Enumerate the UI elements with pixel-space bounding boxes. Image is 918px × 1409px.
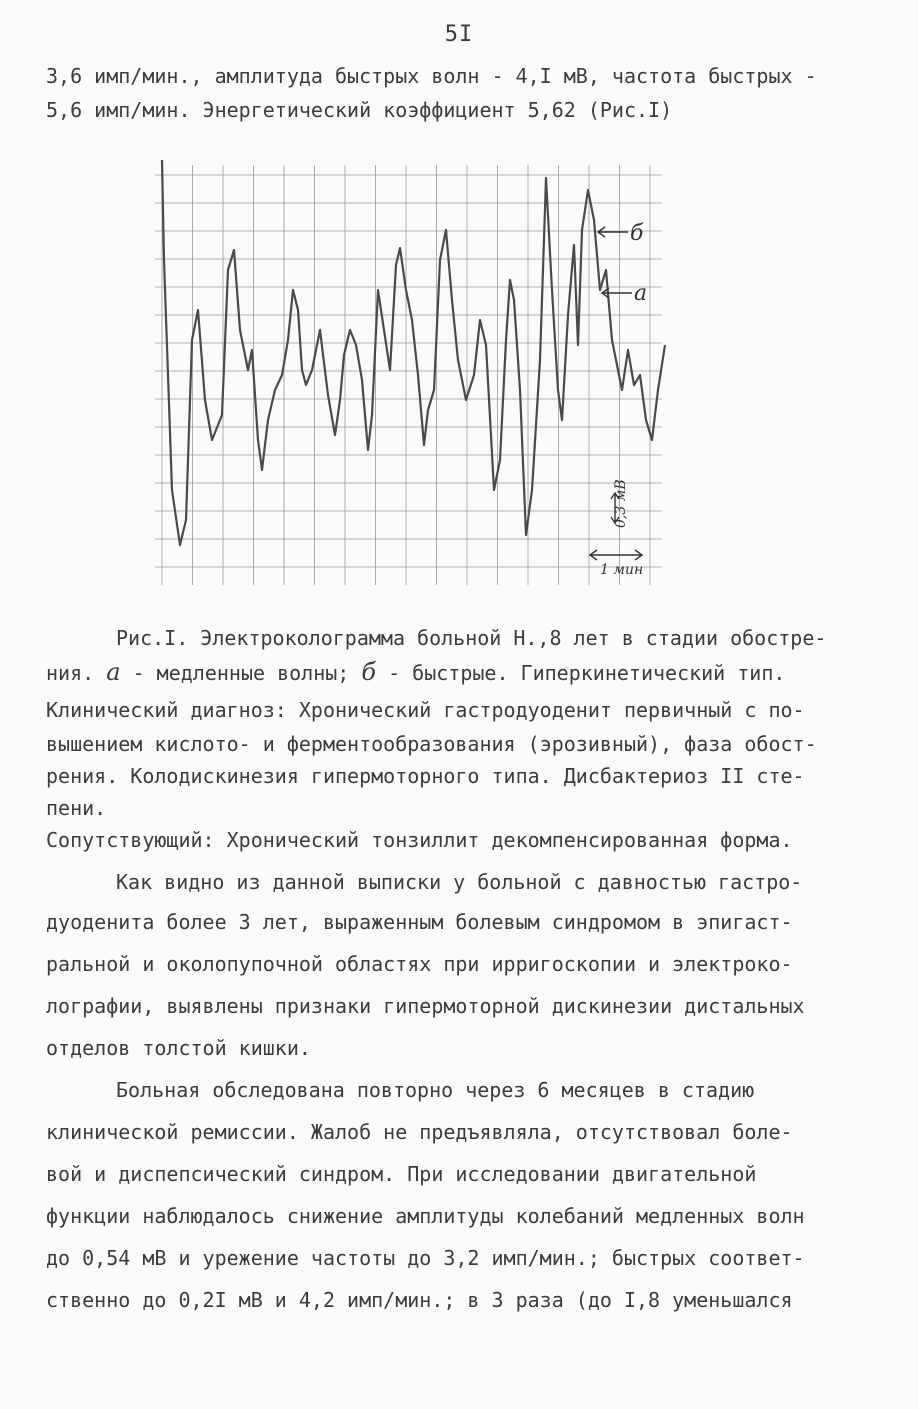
diagnosis-line: Клинический диагноз: Хронический гастродуоденит первичный с по- (46, 698, 805, 722)
fast-wave-label: б (630, 221, 644, 246)
paragraph-line: до 0,54 мВ и урежение частоты до 3,2 имп/мин.; быстрых соответ- (46, 1246, 805, 1270)
text-line: 5,6 имп/мин. Энергетический коэффициент 5,62 (Рис.I) (46, 98, 673, 122)
diagnosis-line: рения. Колодискинезия гипермоторного типа. Дисбактериоз II сте- (46, 764, 805, 788)
electrocolograph-figure (150, 160, 680, 590)
slow-wave-label: а (634, 281, 648, 306)
electrocolograph-trace (162, 160, 665, 545)
paragraph-line: вой и диспепсический синдром. При исследовании двигательной (46, 1162, 757, 1186)
figure-caption-line (46, 660, 785, 685)
paragraph-line: Больная обследована повторно через 6 месяцев в стадию (116, 1078, 755, 1102)
diagnosis-line: вышением кислото- и ферментообразования (эрозивный), фаза обост- (46, 732, 817, 756)
fast-wave-pointer (598, 221, 644, 246)
figure-caption-line: Рис.I. Электроколограмма больной Н.,8 лет в стадии обостре- (116, 626, 827, 650)
caption-text: ния. (46, 661, 95, 685)
paragraph-line: клинической ремиссии. Жалоб не предъявляла, отсутствовал боле- (46, 1120, 793, 1144)
caption-text: - быстрые. Гиперкинетический тип. (388, 661, 786, 685)
time-scale (590, 550, 643, 578)
page-number: 5I (444, 22, 474, 47)
paragraph-line: функции наблюдалось снижение амплитуды колебаний медленных волн (46, 1204, 805, 1228)
figure-grid (155, 165, 662, 585)
paragraph-line: ственно до 0,2I мВ и 4,2 имп/мин.; в 3 раза (до I,8 уменьшался (46, 1288, 793, 1312)
paragraph-line: ральной и околопупочной областях при ирригоскопии и электроко- (46, 952, 793, 976)
text-line: 3,6 имп/мин., амплитуда быстрых волн - 4,I мВ, частота быстрых - (46, 64, 817, 88)
caption-text: - медленные волны; (132, 661, 350, 685)
paragraph-line: лографии, выявлены признаки гипермоторной дискинезии дистальных (46, 994, 805, 1018)
amplitude-scale-label: 0,3 мВ (613, 479, 629, 528)
time-scale-label: 1 мин (600, 562, 644, 578)
paragraph-line: Как видно из данной выписки у больной с давностью гастро- (116, 870, 803, 894)
caption-symbol-b: б (361, 658, 377, 686)
paragraph-line: отделов толстой кишки. (46, 1036, 311, 1060)
diagnosis-line: Сопутствующий: Хронический тонзиллит декомпенсированная форма. (46, 828, 793, 852)
diagnosis-line: пени. (46, 796, 107, 820)
paragraph-line: дуоденита более 3 лет, выраженным болевым синдромом в эпигаст- (46, 910, 793, 934)
amplitude-scale (611, 479, 629, 528)
caption-symbol-a: а (106, 658, 121, 686)
